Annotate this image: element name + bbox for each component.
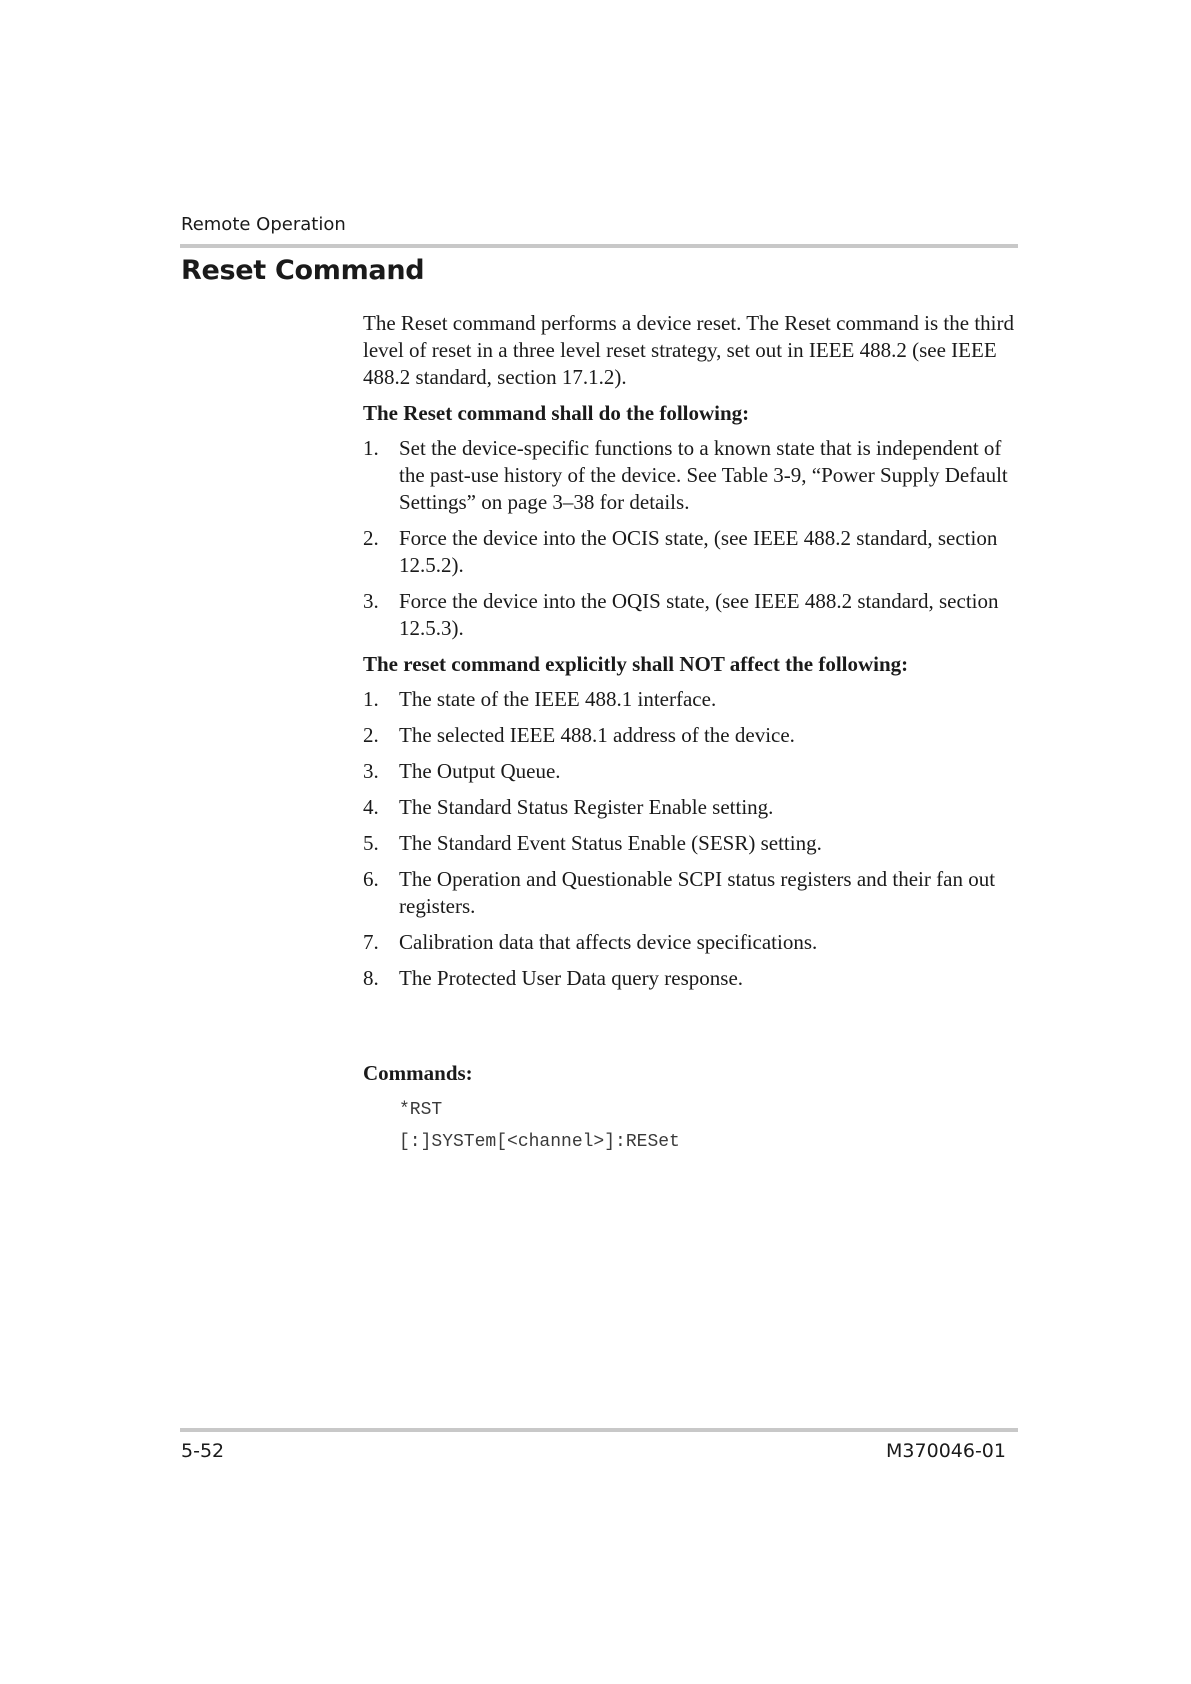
list-item-text: The selected IEEE 488.1 address of the device. bbox=[399, 723, 795, 747]
section-body bbox=[363, 310, 1023, 1163]
not-list-heading: The reset command explicitly shall NOT affect the following: bbox=[363, 652, 909, 676]
list-item bbox=[363, 830, 1023, 857]
list-item bbox=[363, 866, 1023, 920]
list-item-text: The state of the IEEE 488.1 interface. bbox=[399, 687, 717, 711]
list-item bbox=[363, 758, 1023, 785]
list-item-number: 1. bbox=[363, 436, 379, 460]
do-list-heading: The Reset command shall do the following: bbox=[363, 401, 750, 425]
list-item-text: Set the device-specific functions to a known state that is independent of the past-use history of the device. See Table 3-9, “Power Supply Default Settings” on page 3–38 for details. bbox=[399, 436, 1008, 514]
list-item-text: The Operation and Questionable SCPI status registers and their fan out registers. bbox=[399, 867, 996, 918]
list-item-number: 3. bbox=[363, 759, 379, 783]
do-list bbox=[363, 435, 1023, 642]
footer-rule bbox=[180, 1428, 1018, 1432]
command-rst: *RST bbox=[399, 1100, 443, 1120]
list-item-text: The Output Queue. bbox=[399, 759, 561, 783]
list-item-text: The Standard Event Status Enable (SESR) setting. bbox=[399, 831, 822, 855]
list-item bbox=[363, 686, 1023, 713]
list-item-text: Calibration data that affects device specifications. bbox=[399, 930, 818, 954]
list-item bbox=[363, 929, 1023, 956]
list-item-number: 8. bbox=[363, 966, 379, 990]
list-item bbox=[363, 435, 1023, 516]
list-item-text: The Standard Status Register Enable setting. bbox=[399, 795, 774, 819]
header-rule bbox=[180, 244, 1018, 248]
section-title: Reset Command bbox=[181, 255, 425, 286]
document-id: M370046-01 bbox=[886, 1440, 1006, 1462]
list-item bbox=[363, 525, 1023, 579]
list-item-number: 1. bbox=[363, 687, 379, 711]
list-item-number: 4. bbox=[363, 795, 379, 819]
list-item bbox=[363, 794, 1023, 821]
list-item-number: 7. bbox=[363, 930, 379, 954]
list-item-text: Force the device into the OQIS state, (see IEEE 488.2 standard, section 12.5.3). bbox=[399, 589, 999, 640]
commands-heading: Commands: bbox=[363, 1061, 473, 1085]
intro-paragraph: The Reset command performs a device reset. The Reset command is the third level of reset in a three level reset strategy, set out in IEEE 488.2 (see IEEE 488.2 standard, section 17.1.2). bbox=[363, 311, 1014, 389]
list-item bbox=[363, 965, 1023, 992]
list-item-number: 2. bbox=[363, 526, 379, 550]
list-item-number: 5. bbox=[363, 831, 379, 855]
list-item bbox=[363, 588, 1023, 642]
commands-code-block bbox=[399, 1099, 1023, 1153]
list-item-text: The Protected User Data query response. bbox=[399, 966, 744, 990]
not-list bbox=[363, 686, 1023, 992]
command-system-reset: [:]SYSTem[<channel>]:RESet bbox=[399, 1132, 680, 1152]
list-item-number: 6. bbox=[363, 867, 379, 891]
list-item-number: 3. bbox=[363, 589, 379, 613]
list-item-number: 2. bbox=[363, 723, 379, 747]
running-header: Remote Operation bbox=[181, 214, 346, 235]
list-item-text: Force the device into the OCIS state, (see IEEE 488.2 standard, section 12.5.2). bbox=[399, 526, 998, 577]
page-number: 5-52 bbox=[181, 1440, 225, 1462]
list-item bbox=[363, 722, 1023, 749]
